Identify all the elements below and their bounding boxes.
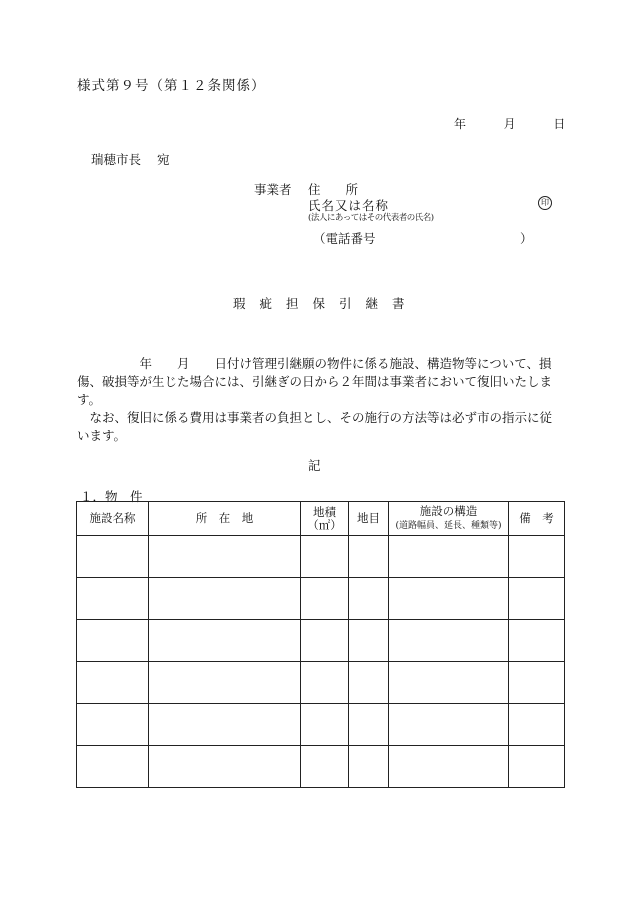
table-row bbox=[77, 704, 565, 746]
corporation-note: (法人にあってはその代表者の氏名) bbox=[308, 213, 434, 223]
title-char: 継 bbox=[365, 296, 379, 311]
ki-heading: 記 bbox=[308, 458, 321, 473]
date-year: 年 bbox=[454, 117, 467, 131]
property-table bbox=[76, 501, 565, 788]
title-char: 疵 bbox=[259, 296, 273, 311]
header-location: 所 在 地 bbox=[149, 502, 301, 536]
table-row bbox=[77, 746, 565, 788]
address-label: 住 所 bbox=[308, 182, 359, 197]
addressee-org: 瑞穂市長 bbox=[91, 152, 142, 167]
seal-mark: 印 bbox=[538, 196, 552, 210]
section-heading: １．物 件 bbox=[80, 489, 143, 504]
date-line bbox=[454, 115, 565, 132]
document-title bbox=[233, 294, 415, 312]
table-row bbox=[77, 662, 565, 704]
phone-close-paren: ） bbox=[520, 231, 533, 246]
header-area: 地積 （㎡） bbox=[301, 502, 349, 536]
body-paragraph-1: 年 月 日付け管理引継願の物件に係る施設、構造物等について、損傷、破損等が生じた場合には、引継ぎの日から２年間は事業者において復旧いたします。 bbox=[77, 356, 553, 407]
table-row bbox=[77, 620, 565, 662]
applicant-label: 事業者 bbox=[254, 182, 292, 197]
addressee-suffix: 宛 bbox=[157, 152, 170, 167]
table-row bbox=[77, 536, 565, 578]
header-facility-name: 施設名称 bbox=[77, 502, 149, 536]
title-char: 担 bbox=[286, 296, 299, 311]
date-month: 月 bbox=[503, 117, 516, 131]
name-label: 氏名又は名称 bbox=[308, 198, 390, 213]
header-land-category: 地目 bbox=[349, 502, 389, 536]
body-text bbox=[77, 355, 557, 445]
title-char: 引 bbox=[339, 296, 352, 311]
title-char: 書 bbox=[392, 296, 405, 311]
form-number: 様式第９号（第１２条関係） bbox=[77, 78, 266, 94]
phone-label: （電話番号 bbox=[313, 231, 376, 246]
title-char: 保 bbox=[312, 296, 326, 311]
title-char: 瑕 bbox=[233, 296, 246, 311]
body-paragraph-2: なお、復旧に係る費用は事業者の負担とし、その施行の方法等は必ず市の指示に従います。 bbox=[77, 410, 553, 443]
date-day: 日 bbox=[553, 117, 566, 131]
table-header-row bbox=[77, 502, 565, 536]
header-remarks: 備 考 bbox=[509, 502, 565, 536]
addressee bbox=[91, 150, 170, 168]
header-structure: 施設の構造 (道路幅員、延長、種類等) bbox=[389, 502, 509, 536]
table-row bbox=[77, 578, 565, 620]
